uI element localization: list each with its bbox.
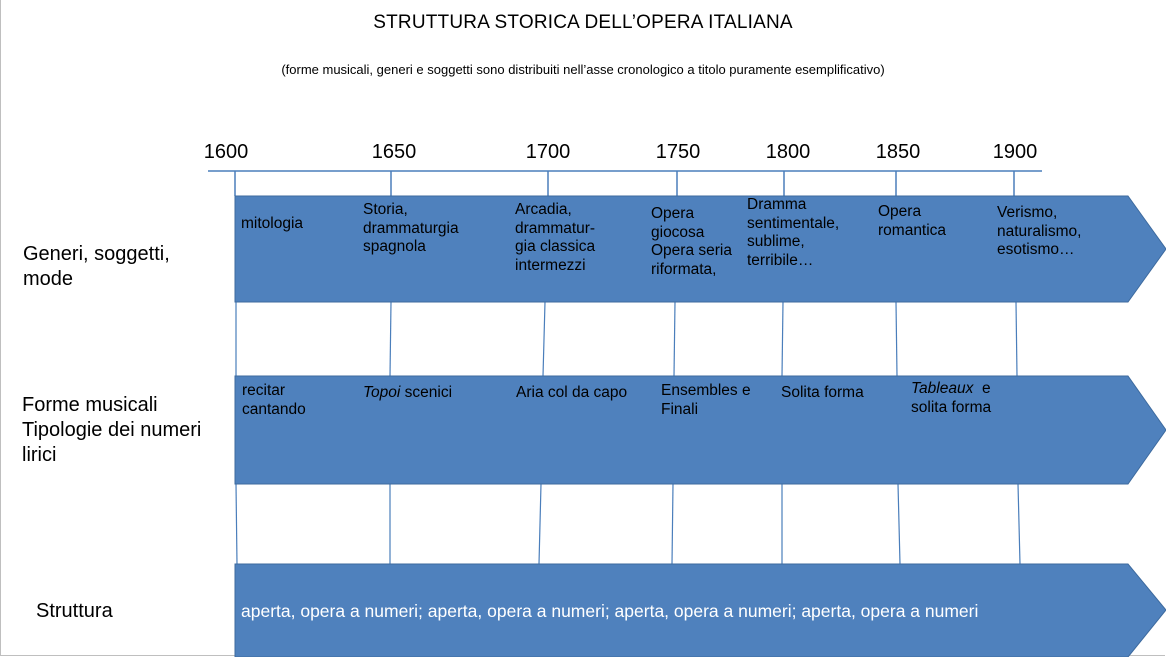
forme-cell-solita: Solita forma [781, 384, 864, 401]
generi-cell-1650: Storia, drammaturgia spagnola [363, 201, 459, 255]
year-label-1600: 1600 [203, 141, 249, 163]
forme-cell-ensembles: Ensembles e Finali [661, 382, 751, 418]
generi-cell-1600: mitologia [241, 215, 304, 232]
diagram-title: STRUTTURA STORICA DELL’OPERA ITALIANA [373, 12, 793, 33]
year-label-1800: 1800 [765, 141, 811, 163]
generi-cell-1900: Verismo, naturalismo, esotismo… [997, 204, 1082, 258]
generi-cell-1850: Opera romantica [878, 203, 947, 239]
diagram-subtitle: (forme musicali, generi e soggetti sono distribuiti nell’asse cronologico a titolo puramente esemplificativo) [281, 62, 885, 77]
year-label-1850: 1850 [875, 141, 921, 163]
row-label-generi: Generi, soggetti, mode [23, 243, 170, 290]
forme-cell-tableaux: Tableaux e solita forma [911, 380, 992, 416]
forme-cell-aria: Aria col da capo [516, 384, 628, 401]
year-label-1650: 1650 [371, 141, 417, 163]
forme-cell-recitar: recitar cantando [242, 382, 306, 418]
generi-cell-1700: Arcadia, drammatur- gia classica intermezzi [515, 201, 596, 274]
generi-cell-1800: Dramma sentimentale, sublime, terribile… [747, 196, 840, 269]
forme-cell-topoi: Topoi scenici [363, 384, 453, 401]
row-label-forme: Forme musicali Tipologie dei numeri lirici [22, 394, 202, 466]
timeline-ticks [235, 171, 1014, 196]
year-label-1700: 1700 [525, 141, 571, 163]
struttura-band-text: aperta, opera a numeri; aperta, opera a numeri; aperta, opera a numeri; aperta, opera a numeri [241, 601, 979, 621]
generi-cell-1750: Opera giocosa Opera seria riformata, [651, 205, 732, 278]
year-label-1750: 1750 [655, 141, 701, 163]
year-label-1900: 1900 [992, 141, 1038, 163]
row-label-struttura: Struttura [36, 600, 113, 622]
